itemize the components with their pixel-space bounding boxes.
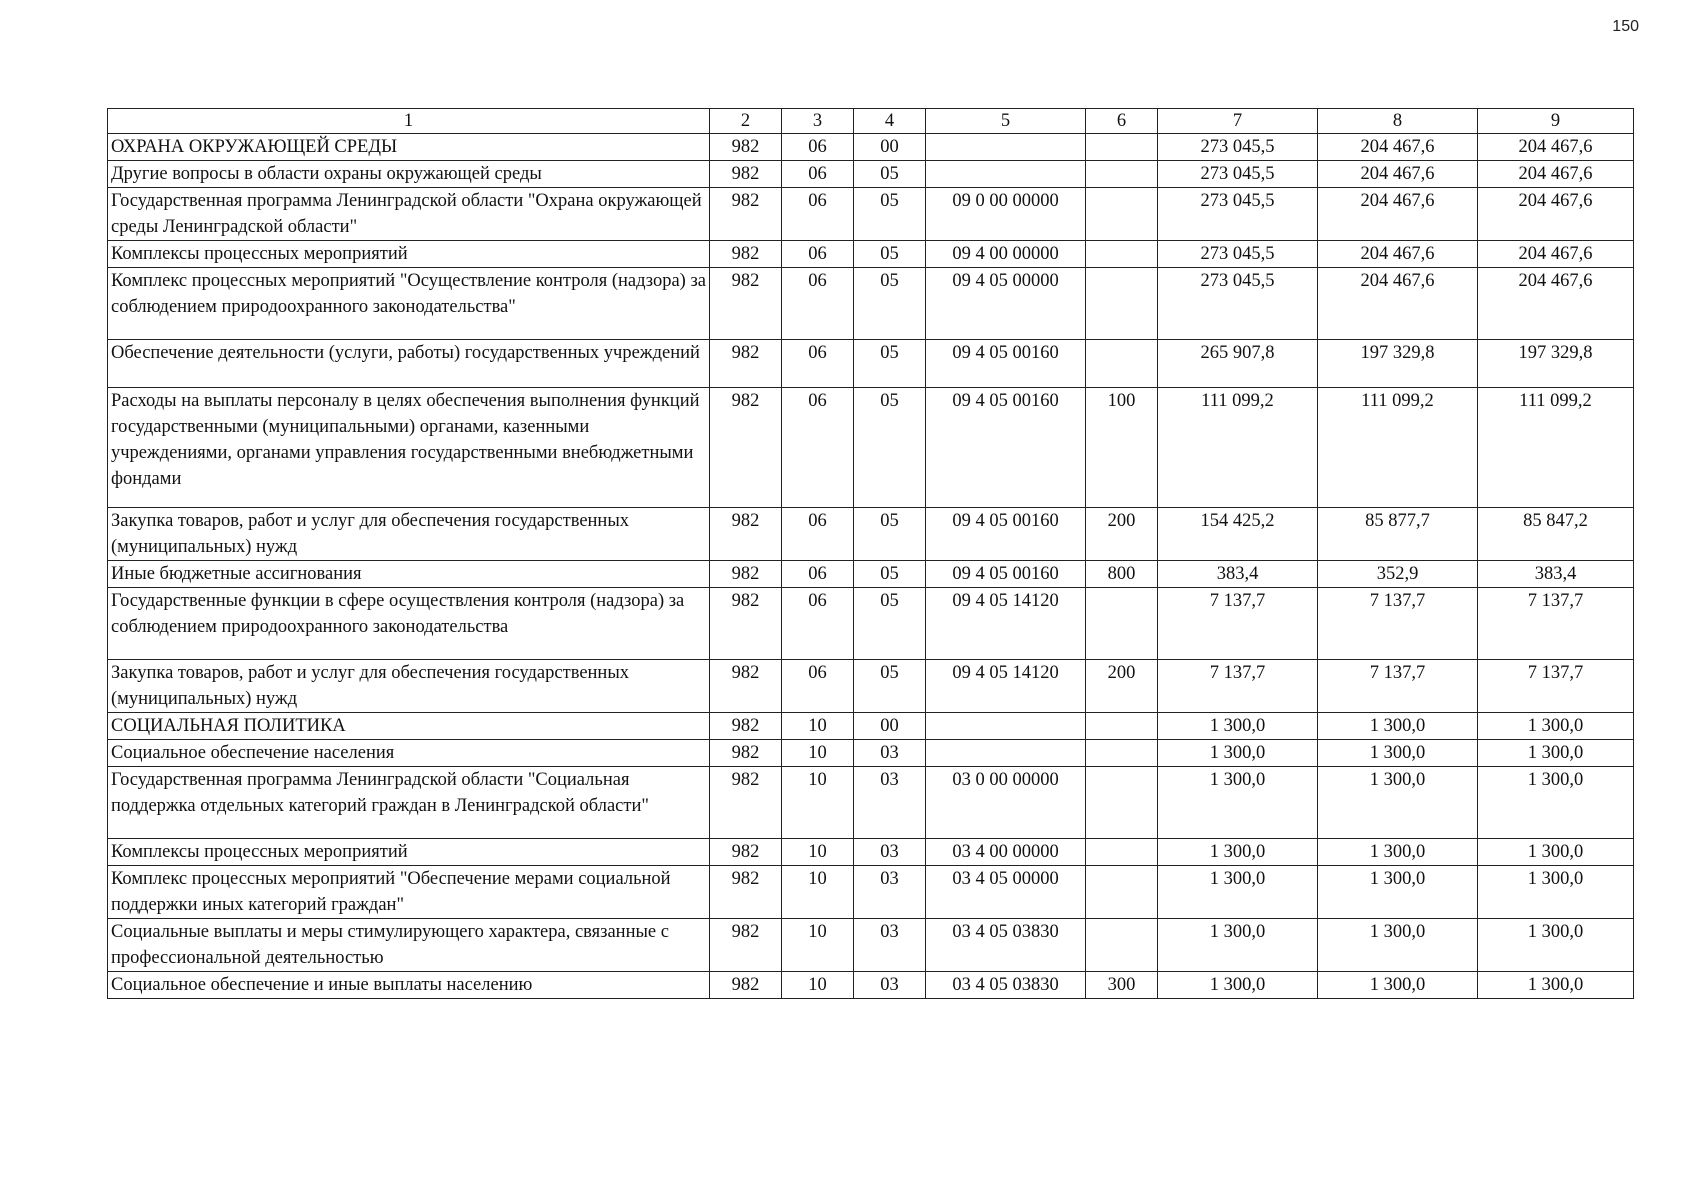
cell-ved: 982	[710, 839, 782, 866]
cell-amount-9: 7 137,7	[1478, 588, 1634, 660]
cell-target-article: 09 4 05 00160	[926, 340, 1086, 388]
table-row	[108, 241, 1634, 268]
cell-target-article: 09 4 05 00160	[926, 561, 1086, 588]
cell-target-article: 03 4 05 00000	[926, 866, 1086, 919]
column-header-1: 1	[108, 109, 710, 134]
table-body	[108, 134, 1634, 999]
cell-subsection: 03	[854, 919, 926, 972]
cell-amount-7: 7 137,7	[1158, 588, 1318, 660]
cell-section: 10	[782, 972, 854, 999]
cell-amount-8: 7 137,7	[1318, 588, 1478, 660]
cell-name: Социальные выплаты и меры стимулирующего характера, связанные с профессиональной деятельностью	[108, 919, 710, 972]
cell-target-article: 09 4 05 14120	[926, 660, 1086, 713]
cell-name: СОЦИАЛЬНАЯ ПОЛИТИКА	[108, 713, 710, 740]
cell-ved: 982	[710, 767, 782, 839]
cell-section: 06	[782, 388, 854, 508]
cell-amount-8: 1 300,0	[1318, 839, 1478, 866]
table-row	[108, 588, 1634, 660]
cell-section: 06	[782, 508, 854, 561]
cell-section: 10	[782, 839, 854, 866]
cell-ved: 982	[710, 161, 782, 188]
cell-amount-9: 204 467,6	[1478, 161, 1634, 188]
table-row	[108, 188, 1634, 241]
cell-ved: 982	[710, 188, 782, 241]
table-row	[108, 508, 1634, 561]
cell-name: Закупка товаров, работ и услуг для обеспечения государственных (муниципальных) нужд	[108, 508, 710, 561]
cell-amount-7: 1 300,0	[1158, 767, 1318, 839]
cell-target-article	[926, 713, 1086, 740]
cell-ved: 982	[710, 713, 782, 740]
cell-amount-7: 383,4	[1158, 561, 1318, 588]
cell-amount-7: 265 907,8	[1158, 340, 1318, 388]
cell-ved: 982	[710, 866, 782, 919]
cell-expense-type: 800	[1086, 561, 1158, 588]
cell-expense-type	[1086, 919, 1158, 972]
cell-target-article: 09 4 05 14120	[926, 588, 1086, 660]
cell-expense-type	[1086, 740, 1158, 767]
table-row	[108, 713, 1634, 740]
cell-ved: 982	[710, 241, 782, 268]
cell-amount-8: 85 877,7	[1318, 508, 1478, 561]
cell-name: Государственная программа Ленинградской области "Социальная поддержка отдельных категорий граждан в Ленинградской области"	[108, 767, 710, 839]
cell-amount-9: 204 467,6	[1478, 241, 1634, 268]
cell-amount-9: 85 847,2	[1478, 508, 1634, 561]
cell-target-article: 09 4 05 00000	[926, 268, 1086, 340]
cell-expense-type	[1086, 268, 1158, 340]
cell-section: 06	[782, 340, 854, 388]
cell-subsection: 03	[854, 767, 926, 839]
cell-amount-8: 352,9	[1318, 561, 1478, 588]
cell-name: Государственные функции в сфере осуществления контроля (надзора) за соблюдением природоохранного законодательства	[108, 588, 710, 660]
cell-section: 06	[782, 660, 854, 713]
cell-target-article: 09 4 05 00160	[926, 388, 1086, 508]
cell-name: Комплексы процессных мероприятий	[108, 241, 710, 268]
cell-name: Закупка товаров, работ и услуг для обеспечения государственных (муниципальных) нужд	[108, 660, 710, 713]
table-row	[108, 839, 1634, 866]
cell-amount-8: 1 300,0	[1318, 767, 1478, 839]
cell-amount-9: 1 300,0	[1478, 866, 1634, 919]
cell-expense-type	[1086, 588, 1158, 660]
cell-amount-8: 1 300,0	[1318, 919, 1478, 972]
cell-subsection: 00	[854, 134, 926, 161]
table-row	[108, 740, 1634, 767]
cell-name: Расходы на выплаты персоналу в целях обеспечения выполнения функций государственными (муниципальными) органами, казенными учреждениями, органами управления государственными внебюджетными фондами	[108, 388, 710, 508]
cell-section: 06	[782, 241, 854, 268]
table-row	[108, 561, 1634, 588]
cell-subsection: 05	[854, 188, 926, 241]
cell-section: 06	[782, 188, 854, 241]
cell-section: 10	[782, 919, 854, 972]
cell-amount-7: 1 300,0	[1158, 713, 1318, 740]
cell-target-article	[926, 161, 1086, 188]
cell-section: 06	[782, 561, 854, 588]
cell-subsection: 05	[854, 388, 926, 508]
cell-amount-8: 1 300,0	[1318, 866, 1478, 919]
cell-expense-type: 200	[1086, 508, 1158, 561]
cell-name: Государственная программа Ленинградской области "Охрана окружающей среды Ленинградской области"	[108, 188, 710, 241]
cell-subsection: 00	[854, 713, 926, 740]
cell-ved: 982	[710, 972, 782, 999]
cell-amount-8: 204 467,6	[1318, 161, 1478, 188]
column-header-2: 2	[710, 109, 782, 134]
cell-expense-type	[1086, 188, 1158, 241]
table-row	[108, 340, 1634, 388]
cell-expense-type: 200	[1086, 660, 1158, 713]
budget-table	[107, 108, 1634, 999]
cell-subsection: 05	[854, 340, 926, 388]
column-header-6: 6	[1086, 109, 1158, 134]
table-row	[108, 268, 1634, 340]
cell-amount-8: 1 300,0	[1318, 740, 1478, 767]
cell-target-article: 03 4 05 03830	[926, 919, 1086, 972]
cell-name: Социальное обеспечение населения	[108, 740, 710, 767]
cell-target-article: 03 4 05 03830	[926, 972, 1086, 999]
cell-name: Обеспечение деятельности (услуги, работы) государственных учреждений	[108, 340, 710, 388]
cell-amount-8: 1 300,0	[1318, 972, 1478, 999]
column-header-3: 3	[782, 109, 854, 134]
cell-target-article	[926, 740, 1086, 767]
cell-amount-9: 1 300,0	[1478, 713, 1634, 740]
cell-section: 10	[782, 866, 854, 919]
cell-amount-8: 204 467,6	[1318, 268, 1478, 340]
cell-amount-9: 1 300,0	[1478, 767, 1634, 839]
cell-amount-7: 154 425,2	[1158, 508, 1318, 561]
cell-expense-type: 100	[1086, 388, 1158, 508]
cell-amount-8: 197 329,8	[1318, 340, 1478, 388]
cell-ved: 982	[710, 740, 782, 767]
cell-amount-9: 383,4	[1478, 561, 1634, 588]
cell-ved: 982	[710, 340, 782, 388]
cell-amount-7: 273 045,5	[1158, 241, 1318, 268]
cell-ved: 982	[710, 561, 782, 588]
cell-ved: 982	[710, 268, 782, 340]
cell-section: 06	[782, 268, 854, 340]
cell-section: 06	[782, 588, 854, 660]
column-header-4: 4	[854, 109, 926, 134]
cell-expense-type	[1086, 241, 1158, 268]
cell-amount-9: 204 467,6	[1478, 268, 1634, 340]
cell-amount-8: 111 099,2	[1318, 388, 1478, 508]
cell-amount-7: 1 300,0	[1158, 919, 1318, 972]
cell-expense-type	[1086, 161, 1158, 188]
table-row	[108, 388, 1634, 508]
column-header-9: 9	[1478, 109, 1634, 134]
table-header-row	[108, 109, 1634, 134]
cell-expense-type	[1086, 713, 1158, 740]
cell-amount-8: 204 467,6	[1318, 241, 1478, 268]
table-row	[108, 134, 1634, 161]
cell-amount-8: 204 467,6	[1318, 188, 1478, 241]
cell-amount-7: 1 300,0	[1158, 972, 1318, 999]
cell-target-article: 03 0 00 00000	[926, 767, 1086, 839]
cell-amount-7: 273 045,5	[1158, 134, 1318, 161]
table-row	[108, 919, 1634, 972]
cell-subsection: 05	[854, 660, 926, 713]
cell-name: Другие вопросы в области охраны окружающей среды	[108, 161, 710, 188]
cell-amount-9: 1 300,0	[1478, 919, 1634, 972]
cell-subsection: 05	[854, 161, 926, 188]
cell-subsection: 03	[854, 972, 926, 999]
cell-target-article: 03 4 00 00000	[926, 839, 1086, 866]
cell-expense-type	[1086, 767, 1158, 839]
cell-expense-type	[1086, 340, 1158, 388]
cell-ved: 982	[710, 388, 782, 508]
cell-target-article: 09 4 00 00000	[926, 241, 1086, 268]
cell-name: Иные бюджетные ассигнования	[108, 561, 710, 588]
cell-subsection: 03	[854, 839, 926, 866]
column-header-7: 7	[1158, 109, 1318, 134]
cell-ved: 982	[710, 508, 782, 561]
cell-amount-8: 1 300,0	[1318, 713, 1478, 740]
table-row	[108, 866, 1634, 919]
cell-amount-7: 273 045,5	[1158, 188, 1318, 241]
cell-target-article: 09 4 05 00160	[926, 508, 1086, 561]
column-header-8: 8	[1318, 109, 1478, 134]
cell-amount-7: 273 045,5	[1158, 161, 1318, 188]
cell-expense-type	[1086, 134, 1158, 161]
cell-section: 10	[782, 740, 854, 767]
cell-amount-7: 1 300,0	[1158, 839, 1318, 866]
cell-name: Комплексы процессных мероприятий	[108, 839, 710, 866]
cell-amount-9: 204 467,6	[1478, 188, 1634, 241]
cell-section: 10	[782, 767, 854, 839]
cell-subsection: 05	[854, 561, 926, 588]
cell-amount-9: 1 300,0	[1478, 740, 1634, 767]
cell-name: ОХРАНА ОКРУЖАЮЩЕЙ СРЕДЫ	[108, 134, 710, 161]
cell-ved: 982	[710, 919, 782, 972]
cell-amount-7: 1 300,0	[1158, 740, 1318, 767]
cell-amount-9: 1 300,0	[1478, 839, 1634, 866]
cell-subsection: 05	[854, 508, 926, 561]
cell-expense-type	[1086, 866, 1158, 919]
cell-name: Комплекс процессных мероприятий "Обеспечение мерами социальной поддержки иных категорий граждан"	[108, 866, 710, 919]
page-number: 150	[1612, 18, 1639, 35]
table-row	[108, 660, 1634, 713]
column-header-5: 5	[926, 109, 1086, 134]
table-row	[108, 972, 1634, 999]
cell-amount-8: 204 467,6	[1318, 134, 1478, 161]
cell-subsection: 05	[854, 268, 926, 340]
cell-subsection: 05	[854, 588, 926, 660]
cell-amount-9: 1 300,0	[1478, 972, 1634, 999]
cell-subsection: 03	[854, 740, 926, 767]
cell-amount-8: 7 137,7	[1318, 660, 1478, 713]
cell-amount-7: 273 045,5	[1158, 268, 1318, 340]
cell-name: Социальное обеспечение и иные выплаты населению	[108, 972, 710, 999]
cell-amount-9: 7 137,7	[1478, 660, 1634, 713]
cell-amount-9: 204 467,6	[1478, 134, 1634, 161]
cell-expense-type	[1086, 839, 1158, 866]
cell-ved: 982	[710, 588, 782, 660]
cell-amount-9: 197 329,8	[1478, 340, 1634, 388]
cell-subsection: 05	[854, 241, 926, 268]
cell-ved: 982	[710, 660, 782, 713]
cell-expense-type: 300	[1086, 972, 1158, 999]
cell-subsection: 03	[854, 866, 926, 919]
cell-ved: 982	[710, 134, 782, 161]
cell-section: 06	[782, 134, 854, 161]
cell-target-article: 09 0 00 00000	[926, 188, 1086, 241]
cell-section: 10	[782, 713, 854, 740]
table-row	[108, 767, 1634, 839]
cell-amount-7: 111 099,2	[1158, 388, 1318, 508]
cell-amount-7: 7 137,7	[1158, 660, 1318, 713]
table-row	[108, 161, 1634, 188]
cell-target-article	[926, 134, 1086, 161]
cell-name: Комплекс процессных мероприятий "Осуществление контроля (надзора) за соблюдением природоохранного законодательства"	[108, 268, 710, 340]
cell-amount-9: 111 099,2	[1478, 388, 1634, 508]
cell-section: 06	[782, 161, 854, 188]
cell-amount-7: 1 300,0	[1158, 866, 1318, 919]
